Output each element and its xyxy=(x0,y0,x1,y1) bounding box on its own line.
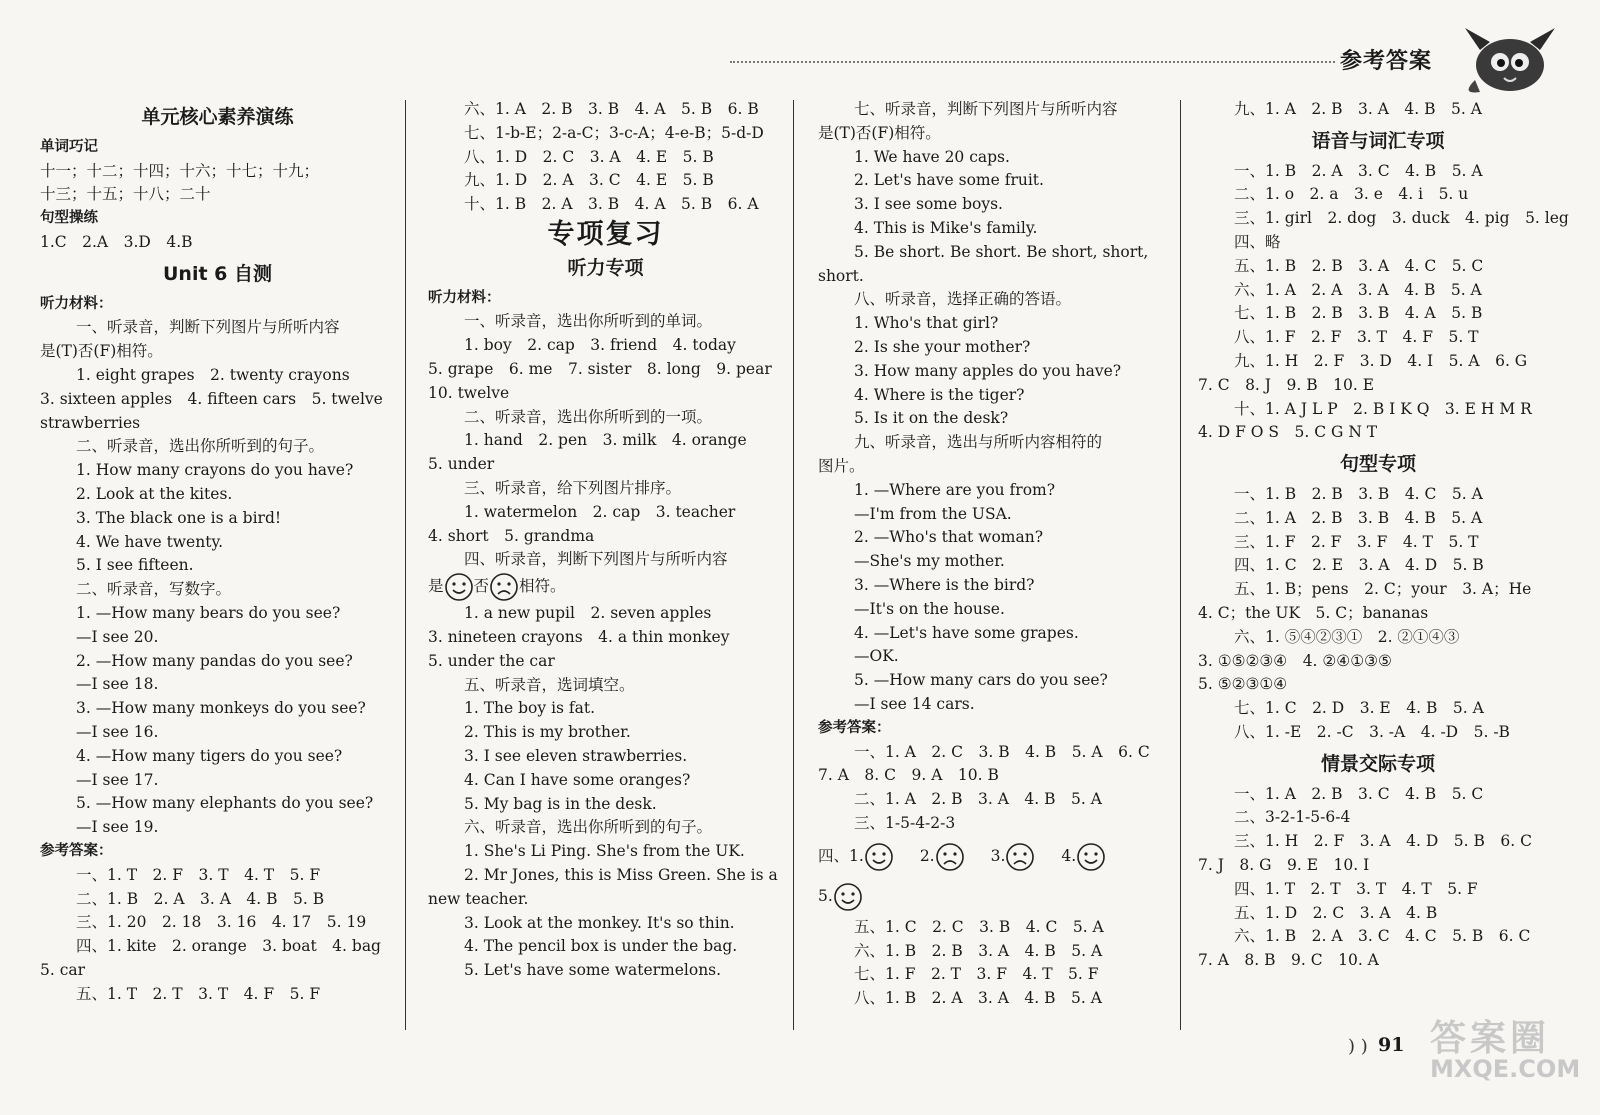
column-1 xyxy=(40,98,395,1006)
column-divider xyxy=(1180,100,1181,1030)
text-line: 4. D F O S 5. C G N T xyxy=(1198,423,1378,442)
text-line: 4. We have twenty. xyxy=(76,532,224,551)
text-line: 1. eight grapes 2. twenty crayons xyxy=(76,365,350,384)
mascot-icon xyxy=(1460,20,1560,100)
text-line: 四、略 xyxy=(1234,232,1281,251)
text-line: 七、1. F 2. T 3. F 4. T 5. F xyxy=(854,965,1099,984)
answer-number: 2. xyxy=(919,846,935,865)
text-line: 3. sixteen apples 4. fifteen cars 5. twelve xyxy=(40,389,383,408)
text-line: 4. short 5. grandma xyxy=(428,526,595,545)
text-line: 二、听录音，写数字。 xyxy=(76,580,232,599)
text-line: 三、听录音，给下列图片排序。 xyxy=(464,478,682,497)
text-line: 六、听录音，选出你所听到的句子。 xyxy=(464,818,713,837)
text-fragment: 相符。 xyxy=(519,577,566,596)
text-line: 一、1. B 2. B 3. B 4. C 5. A xyxy=(1234,484,1483,503)
text-line: 六、1. B 2. A 3. C 4. C 5. B 6. C xyxy=(1234,927,1531,946)
face-legend-line xyxy=(428,572,783,602)
face-answer-line xyxy=(818,836,1173,876)
sub-heading: 单词巧记 xyxy=(40,138,98,155)
text-line: 三、1. F 2. F 3. F 4. T 5. T xyxy=(1234,532,1479,551)
section-heading: 语音与词汇专项 xyxy=(1311,129,1445,152)
text-line: 1. We have 20 caps. xyxy=(854,147,1010,166)
text-line: 二、1. A 2. B 3. A 4. B 5. A xyxy=(854,790,1102,809)
text-line: 三、1. 20 2. 18 3. 16 4. 17 5. 19 xyxy=(76,913,367,932)
text-line: 八、1. D 2. C 3. A 4. E 5. B xyxy=(464,147,714,166)
text-line: 5. under xyxy=(428,455,495,474)
text-line: 十一；十二；十四；十六；十七；十九； xyxy=(40,161,320,180)
text-line: —She's my mother. xyxy=(854,552,1005,571)
text-line: 2. —Who's that woman? xyxy=(854,528,1044,547)
text-line: 三、1-5-4-2-3 xyxy=(854,813,956,832)
page-header-title: 参考答案 xyxy=(1340,49,1433,74)
text-line: 二、1. o 2. a 3. e 4. i 5. u xyxy=(1234,185,1469,204)
sub-heading: 句型操练 xyxy=(40,210,98,227)
text-line: 1. boy 2. cap 3. friend 4. today xyxy=(464,336,736,355)
text-line: —I see 17. xyxy=(76,770,159,789)
text-line: 八、1. -E 2. -C 3. -A 4. -D 5. -B xyxy=(1234,722,1510,741)
text-line: 五、1. T 2. T 3. T 4. F 5. F xyxy=(76,984,321,1003)
text-line: 一、听录音，判断下列图片与所听内容 xyxy=(76,318,340,337)
text-line: 5. I see fifteen. xyxy=(76,556,194,575)
text-line: 六、1. A 2. A 3. A 4. B 5. A xyxy=(1234,280,1482,299)
text-line: 五、听录音，选词填空。 xyxy=(464,675,635,694)
text-line: 四、1. kite 2. orange 3. boat 4. bag xyxy=(76,937,381,956)
text-line: 2. —How many pandas do you see? xyxy=(76,651,353,670)
column-divider xyxy=(793,100,794,1030)
text-line: 一、1. B 2. A 3. C 4. B 5. A xyxy=(1234,161,1483,180)
text-line: 4. —Let's have some grapes. xyxy=(854,623,1079,642)
text-line: —I see 19. xyxy=(76,818,159,837)
text-line: 十三；十五；十八；二十 xyxy=(40,185,211,204)
text-line: 是(T)否(F)相符。 xyxy=(40,342,163,361)
text-line: 3. —How many monkeys do you see? xyxy=(76,699,366,718)
column-2 xyxy=(428,98,783,983)
text-line: 六、1. B 2. B 3. A 4. B 5. A xyxy=(854,941,1103,960)
page-number: 91 xyxy=(1378,1034,1405,1056)
text-line: 五、1. B；pens 2. C；your 3. A；He xyxy=(1234,580,1532,599)
text-line: 3. The black one is a bird! xyxy=(76,508,282,527)
text-line: 一、听录音，选出你所听到的单词。 xyxy=(464,312,713,331)
text-line: 5. My bag is in the desk. xyxy=(464,794,657,813)
text-line: 二、听录音，选出你所听到的句子。 xyxy=(76,437,325,456)
text-line: 七、1-b-E；2-a-C；3-c-A；4-e-B；5-d-D xyxy=(464,123,764,142)
text-line: 7. A 8. B 9. C 10. A xyxy=(1198,951,1379,970)
text-line: 4. C；the UK 5. C；bananas xyxy=(1198,603,1429,622)
text-line: 1. —How many bears do you see? xyxy=(76,603,341,622)
text-line: 五、1. C 2. C 3. B 4. C 5. A xyxy=(854,917,1104,936)
text-line: 5. under the car xyxy=(428,651,555,670)
text-line: 八、1. F 2. F 3. T 4. F 5. T xyxy=(1234,328,1479,347)
text-line: 三、1. H 2. F 3. A 4. D 5. B 6. C xyxy=(1234,832,1532,851)
text-line: 是(T)否(F)相符。 xyxy=(818,123,941,142)
text-line: 1. watermelon 2. cap 3. teacher xyxy=(464,502,736,521)
text-line: 2. Is she your mother? xyxy=(854,337,1031,356)
column-divider xyxy=(405,100,406,1030)
text-line: 图片。 xyxy=(818,456,865,475)
text-line: 三、1. girl 2. dog 3. duck 4. pig 5. leg xyxy=(1234,209,1569,228)
text-line: strawberries xyxy=(40,413,141,432)
text-line: —OK. xyxy=(854,647,899,666)
text-line: 1. How many crayons do you have? xyxy=(76,461,354,480)
text-line: —I see 14 cars. xyxy=(854,694,975,713)
section-heading: 句型专项 xyxy=(1339,453,1416,476)
text-line: 1. The boy is fat. xyxy=(464,699,596,718)
text-line: 3. How many apples do you have? xyxy=(854,361,1122,380)
text-line: 4. Where is the tiger? xyxy=(854,385,1025,404)
text-line: 5. ⑤②③①④ xyxy=(1198,675,1288,694)
text-line: 五、1. D 2. C 3. A 4. B xyxy=(1234,903,1438,922)
text-line: 2. Look at the kites. xyxy=(76,484,233,503)
text-fragment: 否 xyxy=(473,577,490,596)
text-line: 7. J 8. G 9. E 10. I xyxy=(1198,855,1370,874)
section-heading: 单元核心素养演练 xyxy=(141,106,294,128)
text-line: 1. She's Li Ping. She's from the UK. xyxy=(464,842,745,861)
text-line: 5. Let's have some watermelons. xyxy=(464,961,722,980)
text-line: 十、1. B 2. A 3. B 4. A 5. B 6. A xyxy=(464,195,759,214)
text-line: 1. hand 2. pen 3. milk 4. orange xyxy=(464,431,747,450)
text-line: 七、1. B 2. B 3. B 4. A 5. B xyxy=(1234,304,1483,323)
text-line: new teacher. xyxy=(428,889,529,908)
text-line: 5. car xyxy=(40,960,86,979)
text-line: 四、听录音，判断下列图片与所听内容 xyxy=(464,550,728,569)
text-line: 4. Can I have some oranges? xyxy=(464,770,691,789)
section-heading: 听力专项 xyxy=(567,256,644,279)
text-line: 四、1. C 2. E 3. A 4. D 5. B xyxy=(1234,556,1484,575)
chapter-heading: 专项复习 xyxy=(547,218,664,250)
watermark-url: MXQE.COM xyxy=(1430,1055,1581,1083)
sad-face-icon xyxy=(935,842,965,872)
text-line: 2. This is my brother. xyxy=(464,723,631,742)
text-line: 7. A 8. C 9. A 10. B xyxy=(818,766,999,785)
text-line: 六、1. A 2. B 3. B 4. A 5. B 6. B xyxy=(464,100,759,118)
text-line: short. xyxy=(818,266,864,285)
text-line: 七、听录音，判断下列图片与所听内容 xyxy=(854,100,1118,118)
sub-heading: 听力材料： xyxy=(40,295,113,312)
text-line: 八、1. B 2. A 3. A 4. B 5. A xyxy=(854,989,1102,1008)
text-line: 九、听录音，选出与所听内容相符的 xyxy=(854,433,1103,452)
text-line: 二、听录音，选出你所听到的一项。 xyxy=(464,407,713,426)
text-line: 1. Who's that girl? xyxy=(854,314,999,333)
text-line: 3. —Where is the bird? xyxy=(854,575,1035,594)
text-line: 1. —Where are you from? xyxy=(854,480,1056,499)
text-line: —I see 20. xyxy=(76,627,159,646)
text-line: 八、听录音，选择正确的答语。 xyxy=(854,290,1072,309)
text-line: 3. I see eleven strawberries. xyxy=(464,746,688,765)
column-3 xyxy=(818,98,1173,1011)
answer-number: 4. xyxy=(1061,846,1077,865)
text-line: 1.C 2.A 3.D 4.B xyxy=(40,232,193,251)
text-line: 5. Is it on the desk? xyxy=(854,409,1009,428)
watermark-logo-text: 答案圈 xyxy=(1430,1018,1551,1059)
text-line: 五、1. B 2. B 3. A 4. C 5. C xyxy=(1234,256,1484,275)
header-dotted-rule xyxy=(730,61,1335,63)
text-line: 5. —How many elephants do you see? xyxy=(76,794,374,813)
text-line: 4. This is Mike's family. xyxy=(854,218,1038,237)
section-heading: 情景交际专项 xyxy=(1320,752,1435,775)
text-line: 二、1. B 2. A 3. A 4. B 5. B xyxy=(76,889,325,908)
text-line: 10. twelve xyxy=(428,383,510,402)
text-line: 一、1. A 2. B 3. C 4. B 5. C xyxy=(1234,784,1484,803)
answer-number: 3. xyxy=(990,846,1006,865)
text-line: 七、1. C 2. D 3. E 4. B 5. A xyxy=(1234,699,1484,718)
text-line: 5. Be short. Be short. Be short, short, xyxy=(854,242,1149,261)
face-answer-line xyxy=(818,876,1173,916)
text-line: 2. Mr Jones, this is Miss Green. She is a xyxy=(464,865,778,884)
text-line: 二、1. A 2. B 3. B 4. B 5. A xyxy=(1234,508,1483,527)
text-line: 一、1. A 2. C 3. B 4. B 5. A 6. C xyxy=(854,742,1150,761)
text-line: 3. ①⑤②③④ 4. ②④①③⑤ xyxy=(1198,651,1392,670)
sub-heading: 参考答案： xyxy=(40,842,113,859)
sad-face-icon xyxy=(489,572,519,602)
smiley-face-icon xyxy=(833,882,863,912)
sub-heading: 听力材料： xyxy=(428,289,501,306)
text-line: —I see 18. xyxy=(76,675,159,694)
text-line: 3. I see some boys. xyxy=(854,195,1003,214)
column-4 xyxy=(1198,98,1569,973)
text-line: 四、1. T 2. T 3. T 4. T 5. F xyxy=(1234,879,1478,898)
section-heading: Unit 6 自测 xyxy=(163,262,272,285)
sub-heading: 参考答案： xyxy=(818,719,891,736)
text-line: 5. grape 6. me 7. sister 8. long 9. pear xyxy=(428,359,772,378)
text-line: 1. a new pupil 2. seven apples xyxy=(464,604,712,623)
text-line: 7. C 8. J 9. B 10. E xyxy=(1198,375,1375,394)
text-line: —I'm from the USA. xyxy=(854,504,1012,523)
text-line: 2. Let's have some fruit. xyxy=(854,171,1044,190)
text-line: 3. Look at the monkey. It's so thin. xyxy=(464,913,735,932)
text-fragment: 是 xyxy=(428,577,444,596)
text-line: —It's on the house. xyxy=(854,599,1005,618)
text-line: 5. —How many cars do you see? xyxy=(854,671,1108,690)
text-line: 一、1. T 2. F 3. T 4. T 5. F xyxy=(76,865,321,884)
smiley-face-icon xyxy=(864,842,894,872)
answer-number: 1. xyxy=(849,846,864,865)
decorative-marks: ) ) xyxy=(1348,1036,1368,1057)
sad-face-icon xyxy=(1005,842,1035,872)
text-fragment: 四、 xyxy=(818,846,850,865)
text-line: 十、1. A J L P 2. B I K Q 3. E H M R xyxy=(1234,399,1532,418)
text-line: 3. nineteen crayons 4. a thin monkey xyxy=(428,627,730,646)
text-line: 4. The pencil box is under the bag. xyxy=(464,937,738,956)
text-line: —I see 16. xyxy=(76,722,159,741)
text-line: 九、1. A 2. B 3. A 4. B 5. A xyxy=(1234,100,1482,118)
text-line: 九、1. D 2. A 3. C 4. E 5. B xyxy=(464,171,714,190)
answer-number: 5. xyxy=(818,886,833,905)
text-line: 九、1. H 2. F 3. D 4. I 5. A 6. G xyxy=(1234,351,1528,370)
text-line: 二、3-2-1-5-6-4 xyxy=(1234,808,1351,827)
smiley-face-icon xyxy=(444,572,474,602)
smiley-face-icon xyxy=(1076,842,1106,872)
watermark xyxy=(1430,1010,1580,1083)
text-line: 六、1. ⑤④②③① 2. ②①④③ xyxy=(1234,627,1460,646)
text-line: 4. —How many tigers do you see? xyxy=(76,746,343,765)
